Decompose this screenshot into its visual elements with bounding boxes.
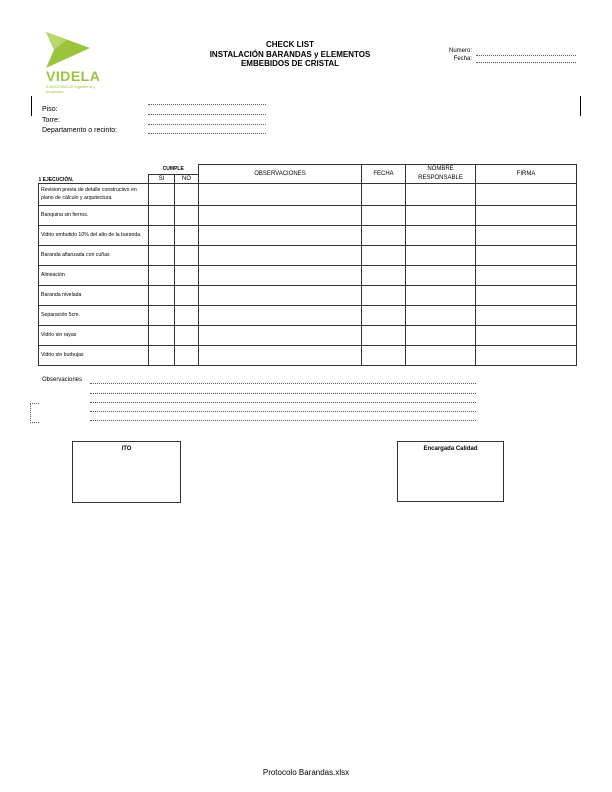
cell-firma[interactable] xyxy=(476,184,577,206)
torre-label: Torre: xyxy=(42,117,60,124)
cell-si[interactable] xyxy=(149,266,175,286)
cell-fecha[interactable] xyxy=(362,286,406,306)
logo-chevron-icon xyxy=(44,30,92,70)
checklist-item-label: Baranda nivelada xyxy=(39,286,149,306)
cell-firma[interactable] xyxy=(476,266,577,286)
ito-label: ITO xyxy=(121,446,132,452)
table-row xyxy=(39,266,577,286)
cell-no[interactable] xyxy=(175,206,199,226)
cell-si[interactable] xyxy=(149,326,175,346)
top-field-line[interactable] xyxy=(148,104,266,105)
numero-label: Numero: xyxy=(448,48,472,54)
cell-responsable[interactable] xyxy=(406,326,476,346)
cell-si[interactable] xyxy=(149,346,175,366)
cell-no[interactable] xyxy=(175,306,199,326)
cell-fecha[interactable] xyxy=(362,226,406,246)
cell-no[interactable] xyxy=(175,226,199,246)
numero-field[interactable] xyxy=(476,55,576,56)
cell-observaciones[interactable] xyxy=(199,184,362,206)
document-title xyxy=(180,40,400,69)
cell-observaciones[interactable] xyxy=(199,266,362,286)
table-row xyxy=(39,286,577,306)
cell-si[interactable] xyxy=(149,286,175,306)
checklist-table xyxy=(38,164,577,366)
cell-firma[interactable] xyxy=(476,206,577,226)
cell-responsable[interactable] xyxy=(406,206,476,226)
title-line-2: INSTALACIÓN BARANDAS y ELEMENTOS xyxy=(209,49,371,59)
cell-no[interactable] xyxy=(175,184,199,206)
footer-filename: Protocolo Barandas.xlsx xyxy=(262,768,350,777)
cell-fecha[interactable] xyxy=(362,326,406,346)
checklist-item-label: Revision previa de detalle constructivo en plano de cálculo y arquitectura xyxy=(39,184,149,206)
observaciones-line-3[interactable] xyxy=(90,402,476,403)
section-label: 1 EJECUCIÓN. xyxy=(38,177,74,183)
cell-responsable[interactable] xyxy=(406,306,476,326)
cell-no[interactable] xyxy=(175,286,199,306)
cumple-header: CUMPLE xyxy=(149,165,199,175)
piso-field[interactable] xyxy=(148,114,266,115)
observaciones-bracket xyxy=(30,403,39,423)
checklist-item-label: Banquina sin fierros. xyxy=(39,206,149,226)
cell-no[interactable] xyxy=(175,346,199,366)
cell-observaciones[interactable] xyxy=(199,206,362,226)
table-row xyxy=(39,306,577,326)
cell-firma[interactable] xyxy=(476,286,577,306)
cell-fecha[interactable] xyxy=(362,346,406,366)
cell-si[interactable] xyxy=(149,184,175,206)
firma-header: FIRMA xyxy=(476,165,577,184)
checklist-item-label: Alineación xyxy=(39,266,149,286)
calidad-signature-box[interactable] xyxy=(397,441,504,502)
observaciones-header: OBSERVACIONES xyxy=(199,165,362,184)
title-line-3: EMBEBIDOS DE CRISTAL xyxy=(240,59,340,68)
checklist-item-label: Vidrio sin rayas xyxy=(39,326,149,346)
fecha-field[interactable] xyxy=(476,62,576,63)
table-row xyxy=(39,206,577,226)
no-header: NO xyxy=(175,175,199,184)
cell-observaciones[interactable] xyxy=(199,226,362,246)
cell-firma[interactable] xyxy=(476,226,577,246)
torre-field[interactable] xyxy=(148,124,266,125)
cell-no[interactable] xyxy=(175,266,199,286)
left-margin-bar xyxy=(31,96,32,116)
cell-fecha[interactable] xyxy=(362,246,406,266)
cell-fecha[interactable] xyxy=(362,266,406,286)
table-row xyxy=(39,246,577,266)
observaciones-line-1[interactable] xyxy=(90,383,476,384)
checklist-item-label: Baranda afianzada con cuñas xyxy=(39,246,149,266)
company-logo xyxy=(44,30,100,96)
cell-firma[interactable] xyxy=(476,326,577,346)
cell-responsable[interactable] xyxy=(406,346,476,366)
right-margin-bar xyxy=(580,96,581,116)
observaciones-label: Observaciones xyxy=(42,377,83,383)
nombre-responsable-header: NOMBRE RESPONSABLE xyxy=(406,165,476,184)
cell-si[interactable] xyxy=(149,246,175,266)
ito-signature-box[interactable] xyxy=(72,441,181,503)
cell-no[interactable] xyxy=(175,246,199,266)
cell-observaciones[interactable] xyxy=(199,246,362,266)
cell-fecha[interactable] xyxy=(362,184,406,206)
title-line-1: CHECK LIST xyxy=(266,40,314,49)
checklist-item-label: Separación 5cm. xyxy=(39,306,149,326)
cell-no[interactable] xyxy=(175,326,199,346)
cell-si[interactable] xyxy=(149,306,175,326)
cell-responsable[interactable] xyxy=(406,246,476,266)
si-header: SI xyxy=(149,175,175,184)
table-row xyxy=(39,326,577,346)
cell-fecha[interactable] xyxy=(362,206,406,226)
cell-si[interactable] xyxy=(149,206,175,226)
cell-firma[interactable] xyxy=(476,346,577,366)
cell-responsable[interactable] xyxy=(406,266,476,286)
cell-responsable[interactable] xyxy=(406,286,476,306)
table-row xyxy=(39,346,577,366)
observaciones-line-4[interactable] xyxy=(90,411,476,412)
observaciones-line-5[interactable] xyxy=(90,420,476,421)
checklist-item-label: Vidrio sin burbujas xyxy=(39,346,149,366)
cell-responsable[interactable] xyxy=(406,184,476,206)
cell-observaciones[interactable] xyxy=(199,346,362,366)
logo-text: VIDELA xyxy=(46,68,101,84)
cell-firma[interactable] xyxy=(476,306,577,326)
fecha-label: Fecha: xyxy=(453,56,472,62)
departamento-label: Departamento o recinto: xyxy=(42,127,118,134)
cell-responsable[interactable] xyxy=(406,226,476,246)
cell-observaciones[interactable] xyxy=(199,286,362,306)
cell-fecha[interactable] xyxy=(362,306,406,326)
calidad-label: Encargada Calidad xyxy=(423,446,478,452)
logo-subtext: & ASOCIADOS ingeniería y proyectos xyxy=(46,84,96,94)
fecha-header: FECHA xyxy=(362,165,406,184)
checklist-item-label: Vidrio embutido 10% del alto de la baranda. xyxy=(39,226,149,246)
departamento-field[interactable] xyxy=(148,133,266,134)
cell-firma[interactable] xyxy=(476,246,577,266)
cell-observaciones[interactable] xyxy=(199,306,362,326)
table-row xyxy=(39,226,577,246)
piso-label: Piso: xyxy=(42,106,58,113)
cell-observaciones[interactable] xyxy=(199,326,362,346)
observaciones-line-2[interactable] xyxy=(90,393,476,394)
cell-si[interactable] xyxy=(149,226,175,246)
table-row xyxy=(39,184,577,206)
